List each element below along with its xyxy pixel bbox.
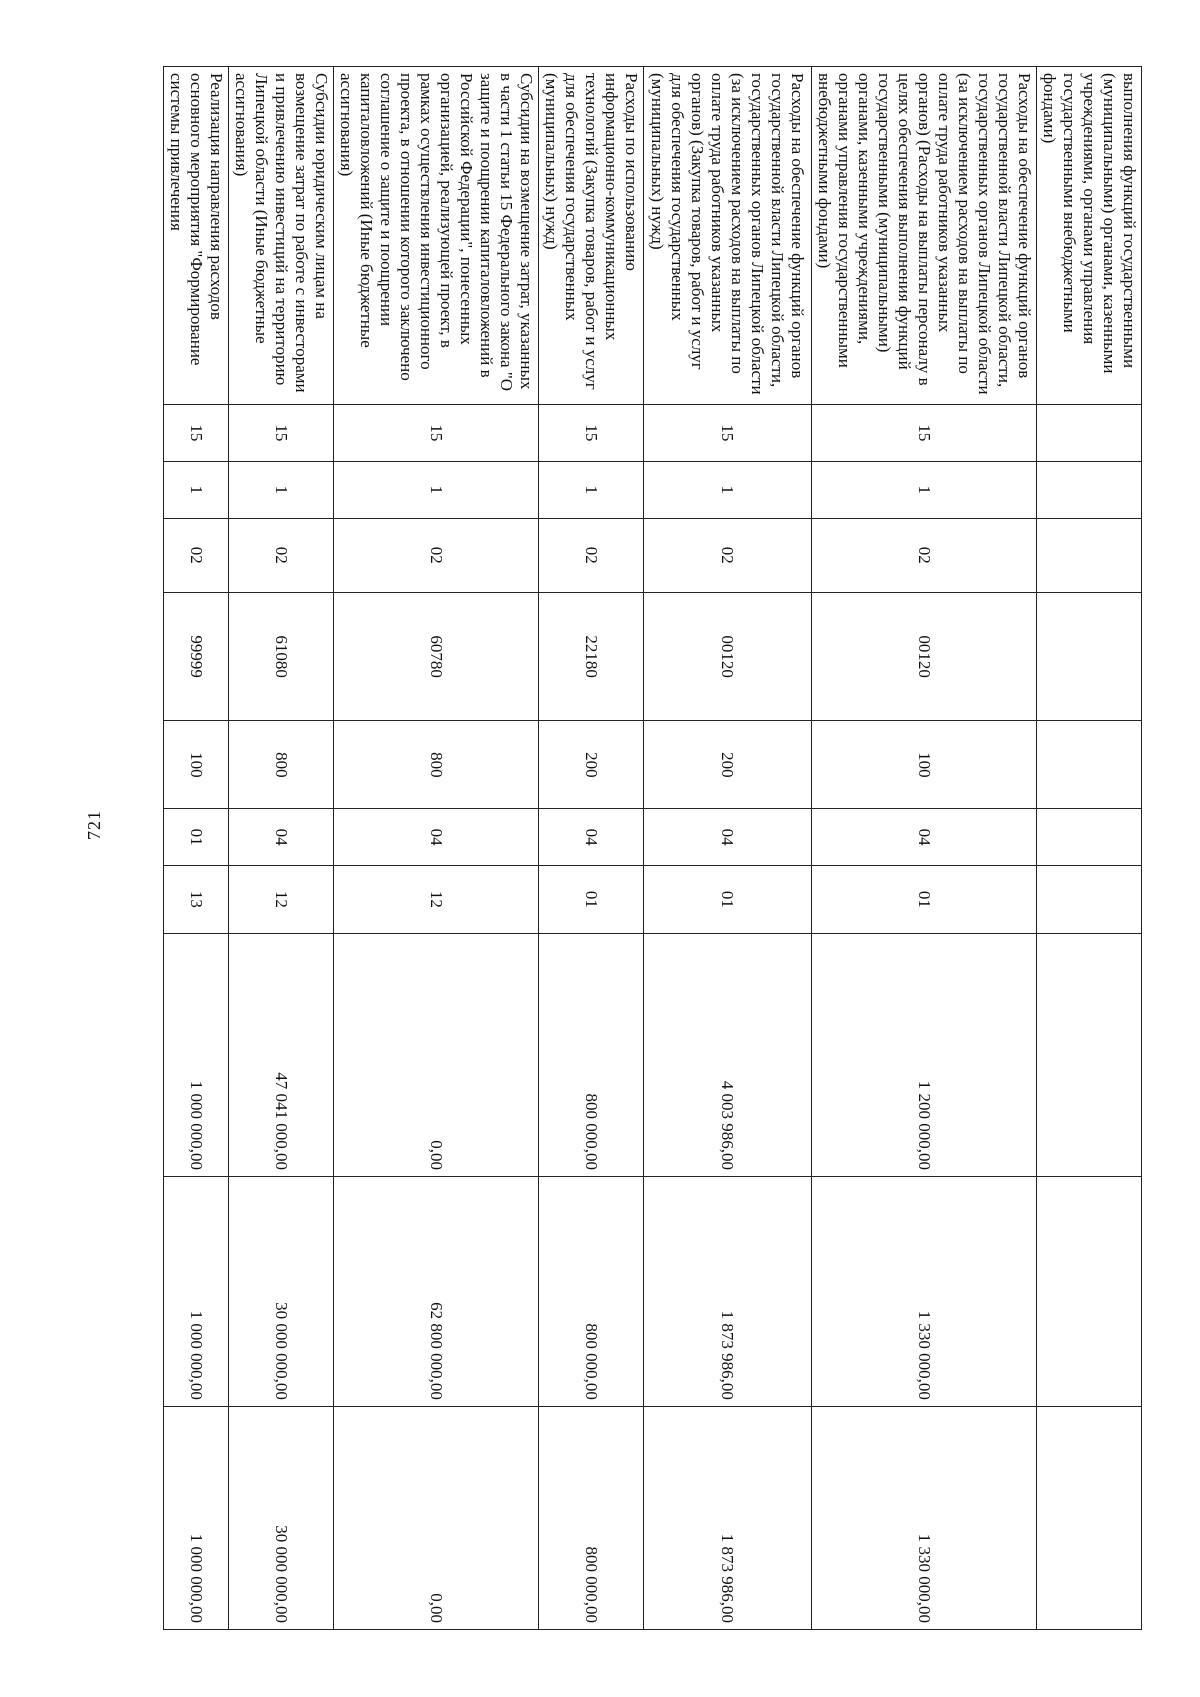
code-cell: 99999 (164, 592, 229, 720)
table-row (1037, 67, 1142, 1630)
code-cell: 200 (644, 721, 812, 809)
amount-cell: 62 800 000,00 (334, 1176, 539, 1406)
code-cell: 04 (812, 809, 1037, 866)
amount-cell: 800 000,00 (539, 933, 644, 1176)
code-cell: 100 (164, 721, 229, 809)
code-cell: 15 (229, 405, 334, 462)
amount-cell (1037, 1176, 1142, 1406)
code-cell: 00120 (812, 592, 1037, 720)
amount-cell: 0,00 (334, 1406, 539, 1629)
code-cell: 1 (644, 461, 812, 518)
code-cell: 04 (539, 809, 644, 866)
table-row (812, 67, 1037, 1630)
code-cell (1037, 461, 1142, 518)
amount-cell: 800 000,00 (539, 1176, 644, 1406)
code-cell: 02 (164, 518, 229, 592)
row-description: Реализация направления расходов основного мероприятия "Формирование системы привлечения (164, 67, 229, 405)
code-cell: 1 (812, 461, 1037, 518)
row-description: Расходы на обеспечение функций органов государственной власти Липецкой области, государственных органов Липецкой области (за исключением расходов на выплаты по оплате труда работников указанных органов) (Расходы на выплаты персоналу в целях обеспечения выполнения функций государственными (муниципальными) органами, казенными учреждениями, органами управления государственными внебюджетными фондами) (812, 67, 1037, 405)
table-row (164, 67, 229, 1630)
code-cell: 04 (644, 809, 812, 866)
amount-cell: 1 873 986,00 (644, 1406, 812, 1629)
code-cell: 01 (539, 866, 644, 934)
code-cell: 01 (812, 866, 1037, 934)
row-description: Расходы по использованию информационно-коммуникационных технологий (Закупка товаров, работ и услуг для обеспечения государственных (муниципальных) нужд) (539, 67, 644, 405)
code-cell: 04 (334, 809, 539, 866)
code-cell: 02 (539, 518, 644, 592)
amount-cell: 1 200 000,00 (812, 933, 1037, 1176)
code-cell: 1 (164, 461, 229, 518)
code-cell: 15 (539, 405, 644, 462)
row-description: Субсидии на возмещение затрат, указанных в части 1 статьи 15 Федерального закона "О защите и поощрении капиталовложений в Российской Федерации", понесенных организацией, реализующей проект, в рамках осуществления инвестиционного проекта, в отношении которого заключено соглашение о защите и поощрении капиталовложений (Иные бюджетные ассигнования) (334, 67, 539, 405)
code-cell: 12 (229, 866, 334, 934)
amount-cell: 1 000 000,00 (164, 933, 229, 1176)
code-cell: 02 (812, 518, 1037, 592)
code-cell (1037, 518, 1142, 592)
code-cell: 1 (539, 461, 644, 518)
code-cell (1037, 866, 1142, 934)
code-cell (1037, 592, 1142, 720)
code-cell: 200 (539, 721, 644, 809)
amount-cell: 1 330 000,00 (812, 1176, 1037, 1406)
code-cell: 13 (164, 866, 229, 934)
amount-cell: 0,00 (334, 933, 539, 1176)
code-cell: 61080 (229, 592, 334, 720)
code-cell (1037, 405, 1142, 462)
code-cell: 01 (644, 866, 812, 934)
amount-cell: 1 000 000,00 (164, 1176, 229, 1406)
amount-cell: 30 000 000,00 (229, 1406, 334, 1629)
code-cell: 12 (334, 866, 539, 934)
code-cell: 15 (644, 405, 812, 462)
amount-cell: 1 000 000,00 (164, 1406, 229, 1629)
row-description: выполнения функций государственными (муниципальными) органами, казенными учреждениями, органами управления государственными внебюджетными фондами) (1037, 67, 1142, 405)
code-cell: 15 (164, 405, 229, 462)
amount-cell: 30 000 000,00 (229, 1176, 334, 1406)
code-cell: 02 (644, 518, 812, 592)
table-row (229, 67, 334, 1630)
amount-cell: 4 003 986,00 (644, 933, 812, 1176)
code-cell: 1 (334, 461, 539, 518)
amount-cell (1037, 933, 1142, 1176)
code-cell: 04 (229, 809, 334, 866)
row-description: Субсидии юридическим лицам на возмещение затрат по работе с инвесторами и привлечению инвестиций на территорию Липецкой области (Иные бюджетные ассигнования) (229, 67, 334, 405)
budget-table (163, 66, 1142, 1630)
code-cell: 15 (812, 405, 1037, 462)
table-row (644, 67, 812, 1630)
code-cell: 22180 (539, 592, 644, 720)
code-cell: 60780 (334, 592, 539, 720)
code-cell: 02 (334, 518, 539, 592)
page-number: 721 (84, 810, 104, 840)
code-cell: 15 (334, 405, 539, 462)
code-cell: 800 (334, 721, 539, 809)
code-cell: 100 (812, 721, 1037, 809)
rotated-table-wrapper (112, 66, 1142, 1630)
row-description: Расходы на обеспечение функций органов государственной власти Липецкой области, государственных органов Липецкой области (за исключением расходов на выплаты по оплате труда работников указанных органов) (Закупка товаров, работ и услуг для обеспечения государственных (муниципальных) нужд) (644, 67, 812, 405)
amount-cell: 800 000,00 (539, 1406, 644, 1629)
code-cell: 01 (164, 809, 229, 866)
code-cell: 1 (229, 461, 334, 518)
amount-cell (1037, 1406, 1142, 1629)
table-row (539, 67, 644, 1630)
amount-cell: 1 873 986,00 (644, 1176, 812, 1406)
amount-cell: 1 330 000,00 (812, 1406, 1037, 1629)
code-cell: 800 (229, 721, 334, 809)
amount-cell: 47 041 000,00 (229, 933, 334, 1176)
code-cell: 00120 (644, 592, 812, 720)
table-row (334, 67, 539, 1630)
code-cell (1037, 721, 1142, 809)
code-cell (1037, 809, 1142, 866)
code-cell: 02 (229, 518, 334, 592)
